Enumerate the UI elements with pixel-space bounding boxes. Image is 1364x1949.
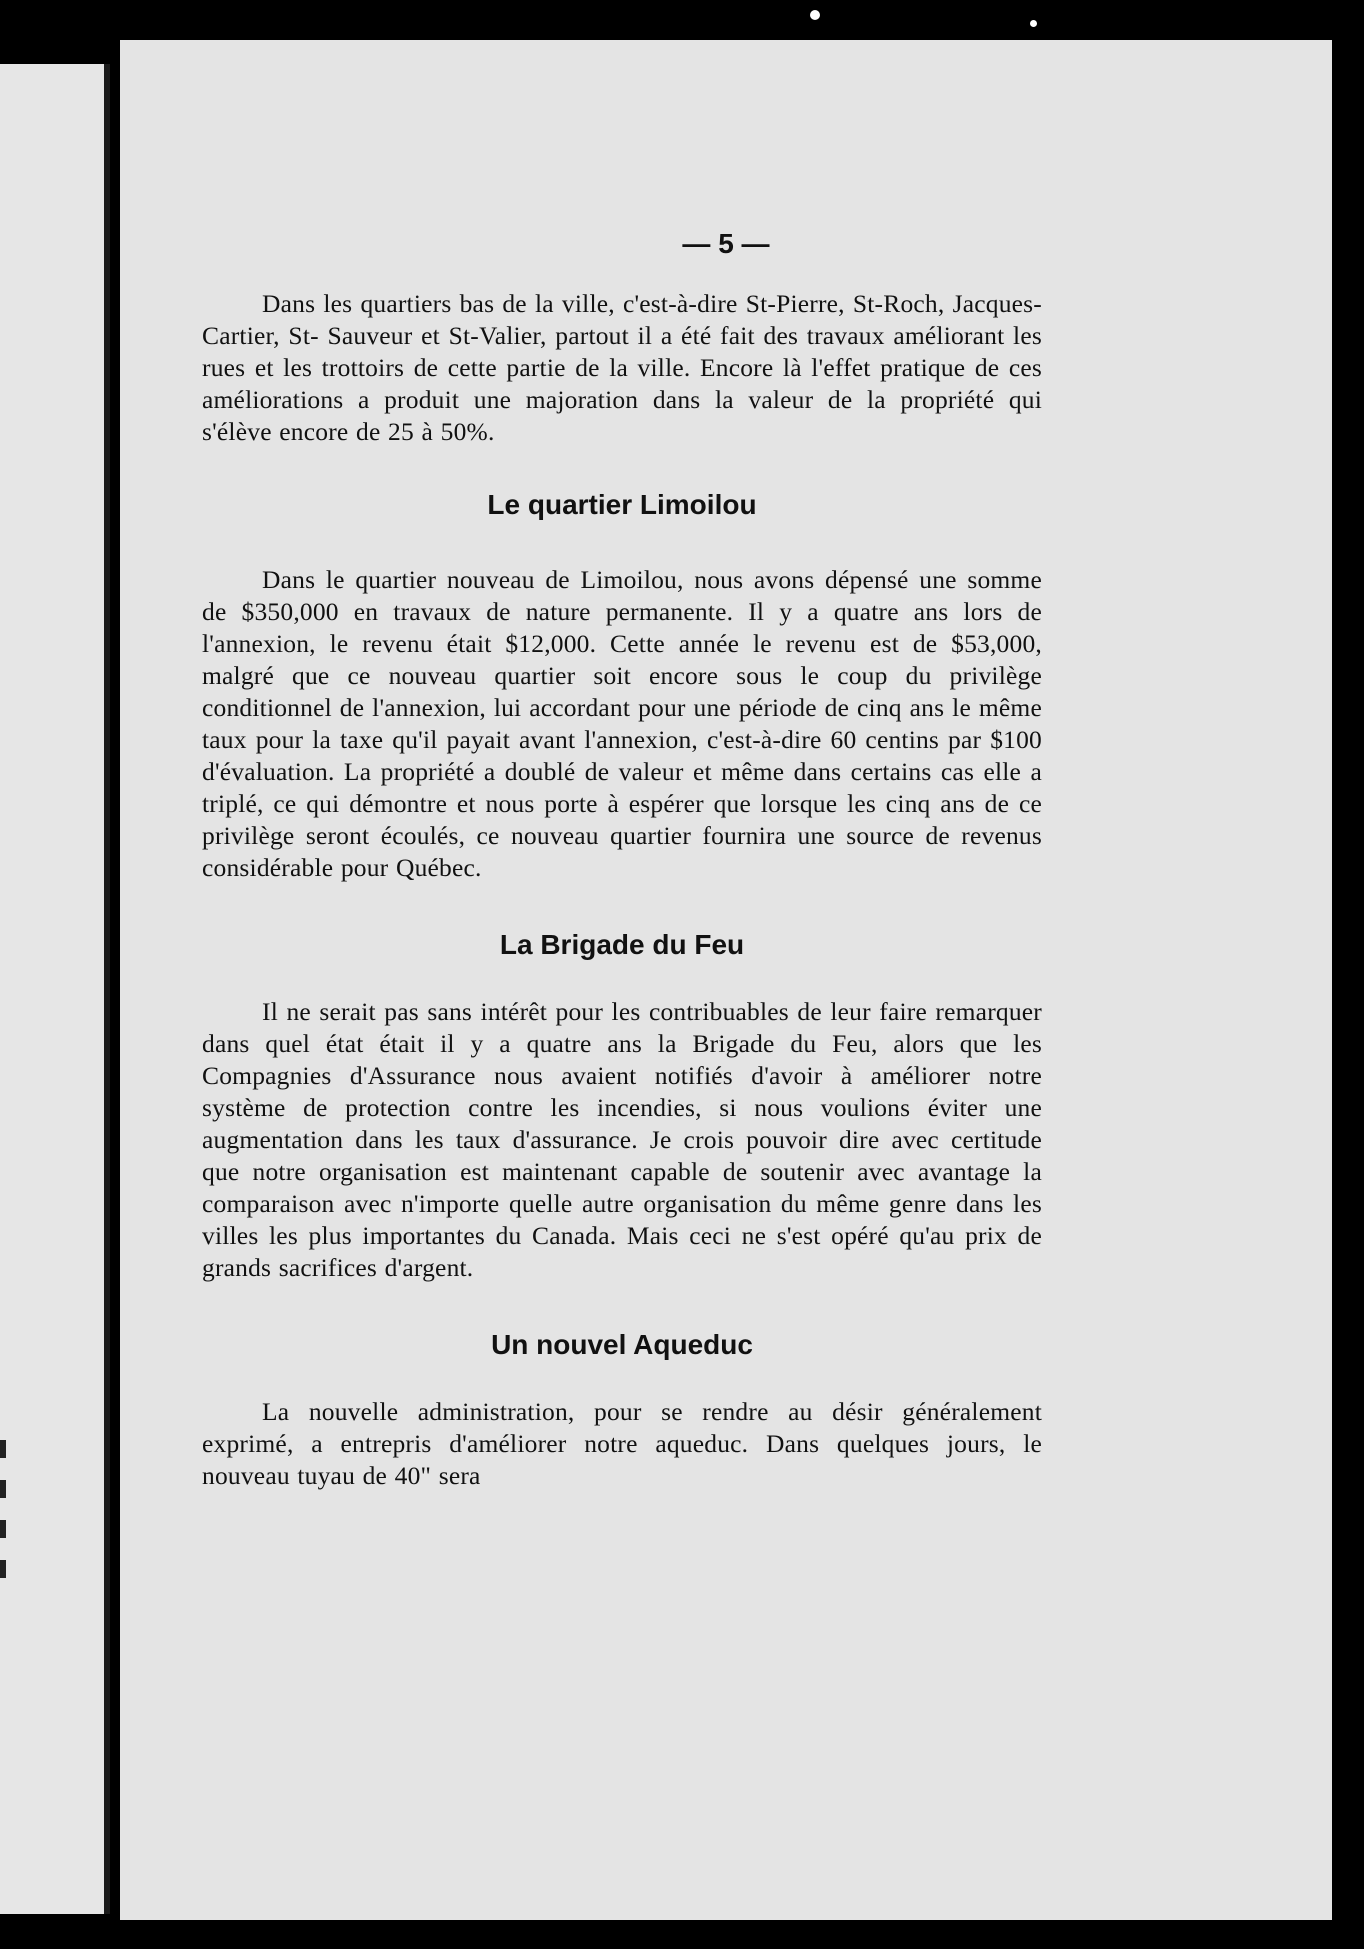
limoilou-paragraph: Dans le quartier nouveau de Limoilou, nous avons dépensé une somme de $350,000 en travaux de nature permanente. Il y a quatre ans lors de l'annexion, le revenu était $12,000. Cette année le revenu est de $53,000, malgré que ce nouveau quartier soit encore sous le coup du privilège conditionnel de l'annexion, lui accordant pour une période de cinq ans le même taux pour la taxe qu'il payait avant l'annexion, c'est-à-dire 60 centins par $100 d'évaluation. La propriété a doublé de valeur et même dans certains cas elle a triplé, ce qui démontre et nous porte à espérer que lorsque les cinq ans de ce privilège seront écoulés, ce nouveau quartier fournira une source de revenus considérable pour Québec.: [202, 565, 1042, 882]
intro-paragraph: Dans les quartiers bas de la ville, c'est-à-dire St-Pierre, St-Roch, Jacques-Cartier, St- Sauveur et St-Valier, partout il a été fait des travaux améliorant les rues et les trottoirs de cette partie de la ville. Encore là l'effet pratique de ces améliorations a produit une majoration dans la valeur de la propriété qui s'élève encore de 25 à 50%.: [202, 289, 1042, 446]
heading-limoilou: Le quartier Limoilou: [487, 489, 757, 520]
page-number: — 5 —: [682, 228, 770, 259]
book-page: [120, 40, 1332, 1920]
heading-nouvel-aqueduc: Un nouvel Aqueduc: [491, 1329, 753, 1360]
aqueduc-paragraph: La nouvelle administration, pour se rendre au désir généralement exprimé, a entrepris d'améliorer notre aqueduc. Dans quelques jours, le nouveau tuyau de 40" sera: [202, 1397, 1042, 1490]
facing-page-edge: [0, 64, 110, 1914]
page-body: [202, 288, 1042, 1492]
brigade-paragraph: Il ne serait pas sans intérêt pour les contribuables de leur faire remarquer dans quel état était il y a quatre ans la Brigade du Feu, alors que les Compagnies d'Assurance nous avaient notifiés d'avoir à améliorer notre système de protection contre les incendies, si nous voulions éviter une augmentation dans les taux d'assurance. Je crois pouvoir dire avec certitude que notre organisation est maintenant capable de soutenir avec avantage la comparaison avec n'importe quelle autre organisation du même genre dans les villes les plus importantes du Canada. Mais ceci ne s'est opéré qu'au prix de grands sacrifices d'argent.: [202, 997, 1042, 1282]
heading-brigade-du-feu: La Brigade du Feu: [499, 929, 745, 960]
binding-marks: [0, 1440, 8, 1740]
